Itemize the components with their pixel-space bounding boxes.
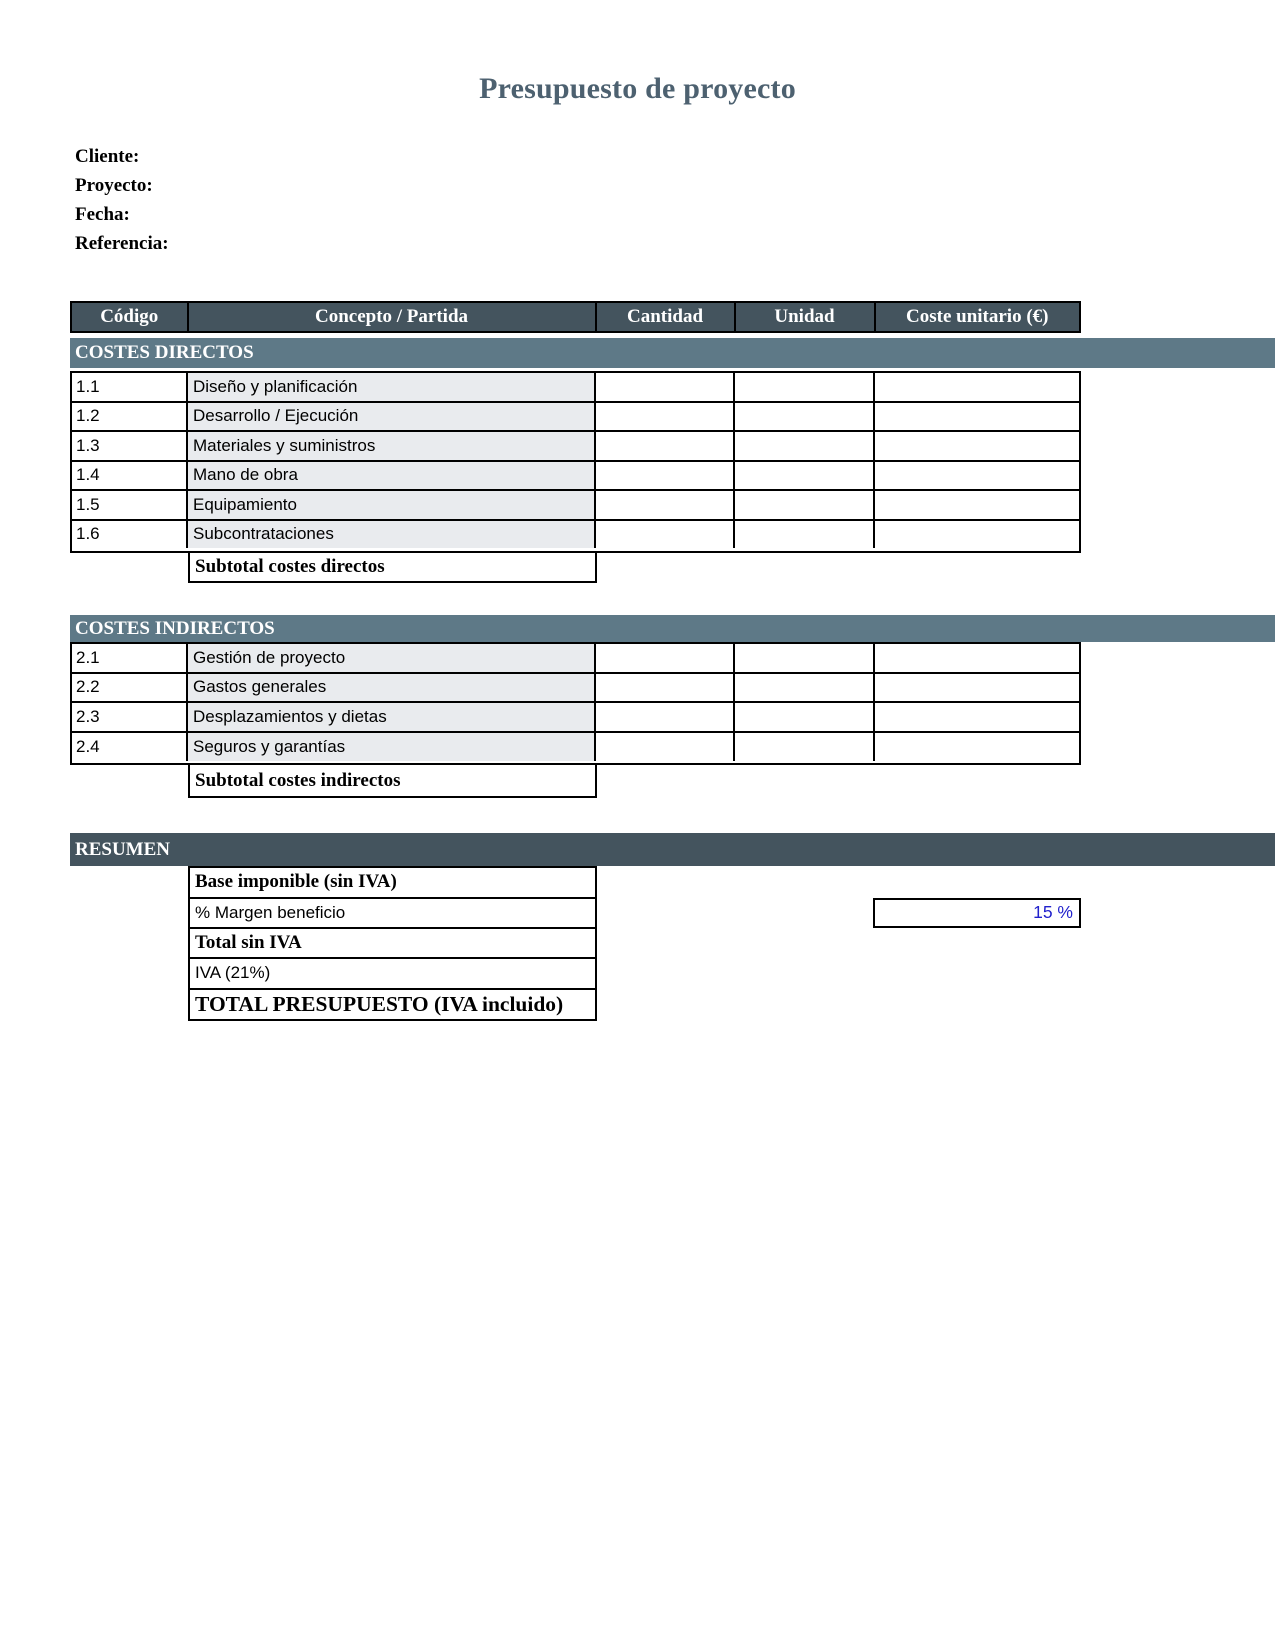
section-band-costes-indirectos (70, 615, 1275, 642)
table-row (72, 644, 1079, 674)
coste-cell[interactable] (875, 733, 1079, 761)
concept-cell: Desplazamientos y dietas (188, 703, 596, 731)
referencia-value[interactable] (169, 234, 177, 253)
cantidad-cell[interactable] (596, 703, 735, 731)
cantidad-cell[interactable] (596, 432, 735, 460)
coste-cell[interactable] (875, 703, 1079, 731)
unidad-cell[interactable] (735, 733, 875, 761)
iva-label: IVA (21%) (195, 963, 271, 982)
info-line-cliente (75, 142, 177, 171)
unidad-cell[interactable] (735, 491, 875, 519)
info-line-referencia (75, 229, 177, 258)
table-row (72, 703, 1079, 733)
cantidad-cell[interactable] (596, 373, 735, 401)
concept-cell: Seguros y garantías (188, 733, 596, 761)
coste-cell[interactable] (875, 373, 1079, 401)
concept-cell: Gastos generales (188, 674, 596, 702)
concept-cell: Subcontrataciones (188, 521, 596, 548)
resumen-row-margen (190, 899, 595, 929)
concept-cell: Gestión de proyecto (188, 644, 596, 672)
costes-directos-table (70, 371, 1081, 553)
fecha-value[interactable] (130, 205, 138, 224)
subtotal-indirectos-label: Subtotal costes indirectos (195, 769, 401, 791)
unidad-cell[interactable] (735, 403, 875, 431)
coste-cell[interactable] (875, 521, 1079, 548)
code-cell: 2.2 (72, 674, 188, 702)
fecha-label: Fecha: (75, 204, 130, 225)
code-cell: 2.4 (72, 733, 188, 761)
unidad-cell[interactable] (735, 521, 875, 548)
cantidad-cell[interactable] (596, 462, 735, 490)
info-line-fecha (75, 200, 177, 229)
page-title: Presupuesto de proyecto (479, 72, 796, 105)
cliente-label: Cliente: (75, 146, 140, 167)
unidad-cell[interactable] (735, 644, 875, 672)
code-cell: 1.4 (72, 462, 188, 490)
section-title-costes-directos: COSTES DIRECTOS (75, 342, 254, 363)
code-cell: 1.1 (72, 373, 188, 401)
cantidad-cell[interactable] (596, 403, 735, 431)
cantidad-cell[interactable] (596, 733, 735, 761)
cliente-value[interactable] (139, 147, 147, 166)
coste-cell[interactable] (875, 462, 1079, 490)
cantidad-cell[interactable] (596, 521, 735, 548)
info-line-proyecto (75, 171, 177, 200)
coste-cell[interactable] (875, 491, 1079, 519)
resumen-table (188, 866, 597, 1021)
column-header-cantidad: Cantidad (597, 303, 736, 331)
unidad-cell[interactable] (735, 674, 875, 702)
code-cell: 2.1 (72, 644, 188, 672)
resumen-row-total-presupuesto (190, 990, 595, 1020)
resumen-row-base-imponible (190, 868, 595, 899)
proyecto-value[interactable] (153, 176, 161, 195)
table-row (72, 491, 1079, 521)
margen-beneficio-value[interactable]: 15 % (1033, 902, 1073, 923)
concept-cell: Materiales y suministros (188, 432, 596, 460)
cantidad-cell[interactable] (596, 491, 735, 519)
concept-cell: Diseño y planificación (188, 373, 596, 401)
resumen-row-total-sin-iva (190, 929, 595, 959)
column-header-unidad: Unidad (736, 303, 876, 331)
costes-indirectos-table (70, 642, 1081, 765)
code-cell: 1.2 (72, 403, 188, 431)
section-title-costes-indirectos: COSTES INDIRECTOS (75, 617, 275, 639)
column-header-concepto: Concepto / Partida (189, 303, 597, 331)
unidad-cell[interactable] (735, 703, 875, 731)
margen-beneficio-value-cell[interactable] (873, 898, 1081, 928)
coste-cell[interactable] (875, 674, 1079, 702)
margen-label: % Margen beneficio (195, 902, 346, 922)
section-band-resumen (70, 833, 1275, 866)
unidad-cell[interactable] (735, 432, 875, 460)
table-row (72, 462, 1079, 492)
coste-cell[interactable] (875, 432, 1079, 460)
referencia-label: Referencia: (75, 233, 169, 254)
section-band-costes-directos (70, 338, 1275, 368)
subtotal-indirectos-box (188, 765, 597, 798)
coste-cell[interactable] (875, 644, 1079, 672)
proyecto-label: Proyecto: (75, 175, 153, 196)
cantidad-cell[interactable] (596, 644, 735, 672)
coste-cell[interactable] (875, 403, 1079, 431)
cantidad-cell[interactable] (596, 674, 735, 702)
column-header-codigo: Código (72, 303, 189, 331)
code-cell: 1.3 (72, 432, 188, 460)
table-row (72, 521, 1079, 548)
unidad-cell[interactable] (735, 462, 875, 490)
table-row (72, 373, 1079, 403)
unidad-cell[interactable] (735, 373, 875, 401)
table-row (72, 403, 1079, 433)
section-title-resumen: RESUMEN (75, 838, 171, 860)
info-block (75, 142, 177, 258)
base-imponible-label: Base imponible (sin IVA) (195, 871, 397, 893)
total-presupuesto-label: TOTAL PRESUPUESTO (IVA incluido) (195, 991, 564, 1016)
code-cell: 2.3 (72, 703, 188, 731)
table-row (72, 674, 1079, 704)
subtotal-directos-label: Subtotal costes directos (195, 556, 385, 577)
code-cell: 1.5 (72, 491, 188, 519)
code-cell: 1.6 (72, 521, 188, 548)
table-row (72, 733, 1079, 761)
table-header-row (70, 301, 1081, 333)
subtotal-directos-box (188, 553, 597, 583)
concept-cell: Desarrollo / Ejecución (188, 403, 596, 431)
column-header-coste-unitario: Coste unitario (€) (906, 306, 1049, 327)
resumen-row-iva (190, 959, 595, 990)
table-row (72, 432, 1079, 462)
concept-cell: Mano de obra (188, 462, 596, 490)
concept-cell: Equipamiento (188, 491, 596, 519)
total-sin-iva-label: Total sin IVA (195, 931, 302, 953)
